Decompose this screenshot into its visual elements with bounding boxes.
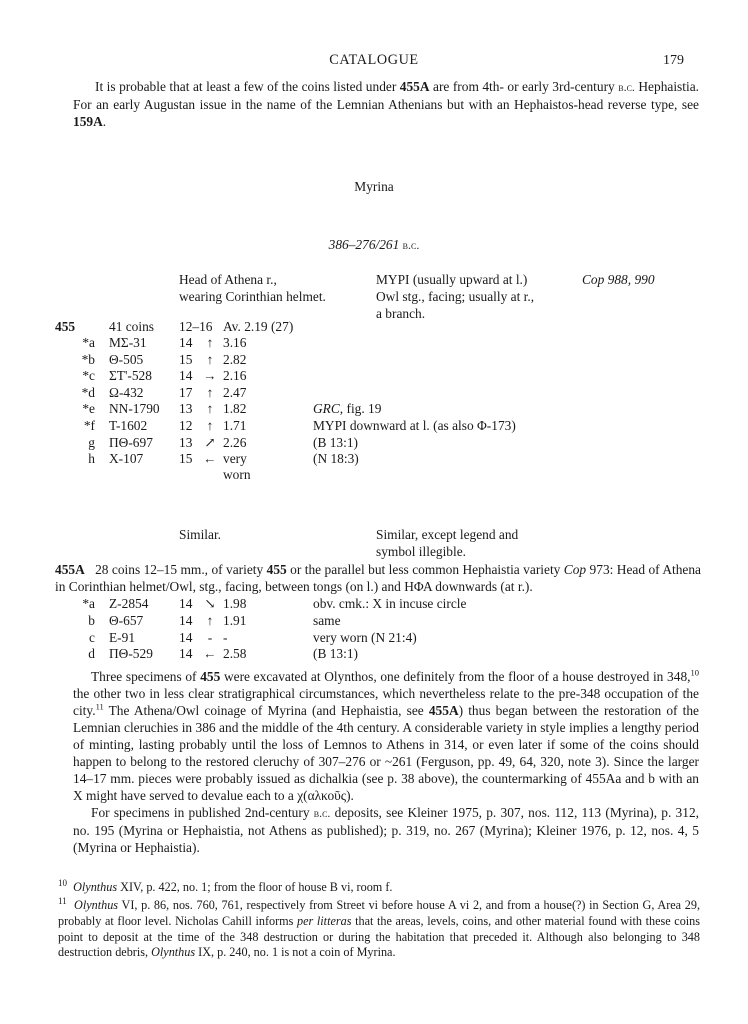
die-axis: → — [203, 368, 217, 384]
specimen-note: same — [313, 612, 341, 628]
summary-row-455 — [0, 318, 748, 335]
die-axis: ← — [203, 451, 217, 467]
inventory-number: Ω-432 — [109, 384, 144, 400]
inventory-number: Ε-91 — [109, 629, 136, 645]
reverse-line-3: a branch. — [376, 306, 426, 321]
date-years: 386–276/261 — [328, 237, 403, 252]
date-range — [0, 236, 748, 254]
grc-abbrev: GRC — [313, 401, 340, 417]
specimen-row — [0, 351, 748, 368]
inventory-number: ΣΤ'-528 — [109, 368, 152, 384]
diameter: 14 — [179, 596, 193, 611]
specimen-row — [0, 334, 748, 351]
footnote-latin: per litteras — [297, 913, 352, 928]
specimen-row — [0, 367, 748, 384]
footnote-text: XIV, p. 422, no. 1; from the floor of house B vi, room f. — [117, 880, 393, 894]
diameter: 13 — [179, 401, 193, 417]
die-axis: ↑ — [206, 384, 214, 400]
footnote-marker[interactable]: 10 — [690, 667, 699, 678]
specimen-note: (B 13:1) — [313, 434, 359, 450]
page-number: 179 — [663, 53, 684, 68]
weight: - — [223, 629, 228, 645]
specimen-id: *d — [81, 384, 95, 400]
weight: 3.16 — [223, 335, 247, 350]
specimen-id: d — [88, 646, 95, 662]
inventory-number: ΠΘ-697 — [109, 434, 153, 450]
specimen-note: (B 13:1) — [313, 646, 359, 662]
specimen-id: *a — [82, 596, 95, 611]
body-text: deposits, see Kleiner 1975, p. 307, nos. 112, 113 (Myrina), p. 312, no. 195 (Myrina or Hephaistia, not Athens as published); p. 319, no. 267 (Myrina); Kleiner 1976, p. 12, nos. 4, 5 (Myrina or Hephaistia). — [73, 805, 699, 855]
body-text: the other two in less clear stratigraphical circumstances, which nevertheless relate to the pre-348 occupation of the city. — [73, 686, 699, 718]
specimen-id: *a — [82, 335, 95, 350]
weight: 2.47 — [223, 384, 247, 400]
footnote-title: Olynthus — [74, 898, 119, 912]
specimen-id: *e — [82, 401, 95, 417]
diameter: 14 — [179, 629, 193, 645]
coin-count: 41 coins — [109, 319, 155, 334]
weight: 2.82 — [223, 351, 247, 367]
specimen-note: ΜΥΡΙ downward at l. (as also Φ-173) — [313, 418, 516, 433]
diameter: 12 — [179, 418, 193, 433]
worn-continuation: worn — [223, 467, 251, 482]
diameter: 15 — [179, 451, 193, 467]
specimen-row — [0, 450, 748, 467]
cop-abbrev: Cop — [563, 562, 587, 577]
desc-text: 28 coins 12–15 mm., of variety — [95, 562, 267, 577]
reverse-similar-1: Similar, except legend and — [376, 527, 519, 542]
die-axis: ↗ — [204, 434, 216, 450]
reverse-line-1: ΜΥΡΙ (usually upward at l.) — [376, 272, 528, 287]
footnote-text: VI, p. 86, nos. 760, 761, respectively from Street vi before house A vi 2, and from a house(?) in Section G, Area 29, probably at floor level. Nicholas Cahill informs — [58, 898, 701, 928]
catalog-ref: 455A — [428, 703, 459, 718]
specimen-note: obv. cmk.: Χ in incuse circle — [313, 596, 467, 611]
reverse-line-2: Owl stg., facing; usually at r., — [376, 289, 535, 304]
diameter: 14 — [179, 646, 193, 662]
specimen-id: b — [88, 612, 95, 628]
weight: 1.91 — [223, 612, 247, 628]
specimen-id: *b — [81, 351, 95, 367]
diameter: 15 — [179, 351, 193, 367]
body-text: For specimens in published 2nd-century — [91, 805, 314, 820]
weight: very — [223, 451, 247, 467]
era-abbrev: b.c. — [618, 80, 635, 94]
die-axis: ↘ — [204, 596, 216, 611]
footnote-marker[interactable]: 11 — [95, 701, 104, 712]
date-era: b.c. — [402, 238, 420, 252]
weight: 1.71 — [223, 418, 247, 433]
obverse-line-2: wearing Corinthian helmet. — [179, 289, 326, 304]
inventory-number: ΠΘ-529 — [109, 646, 153, 662]
inventory-number: Τ-1602 — [109, 418, 148, 433]
inventory-number: Θ-505 — [109, 351, 144, 367]
body-text: ) thus began between the restoration of the Lemnian cleruchies in 386 and the middle of the 4th century. A considerable variety in style implies a lengthy period of minting, lasting probably until the loss of Lemnos to Athens in 314, or even later if some of the coins should happen to belong to the restored cleruchy of 307–276 or ~261 (Ferguson, pp. 49, 64, 320, note 3). Since the larger 14–17 mm. pieces were probably issued as dichalkia (see p. 38 above), the countermarking of 455Aa and b with an Χ might have served to devalue each to a χ(αλκοῦς). — [73, 703, 699, 803]
size-range: 12–16 — [179, 319, 213, 334]
diameter: 14 — [179, 335, 193, 350]
specimen-id: c — [89, 629, 95, 645]
diameter: 17 — [179, 384, 193, 400]
die-axis: ↑ — [206, 335, 214, 350]
inventory-number: Χ-107 — [109, 451, 144, 467]
body-text: The Athena/Owl coinage of Myrina (and Hephaistia, see — [103, 703, 429, 718]
die-axis: ↑ — [206, 418, 214, 433]
intro-text: are from 4th- or early 3rd-century — [429, 79, 619, 94]
reverse-similar-2: symbol illegible. — [376, 544, 467, 559]
catalog-ref: 455A — [399, 79, 430, 94]
specimen-row — [0, 629, 748, 646]
desc-text: 973: Head of Athena in Corinthian helmet/Owl, stg., facing, between tongs (on l.) and ΗΦΑ downwards (at r.). — [55, 562, 701, 594]
body-text: Three specimens of — [91, 669, 201, 684]
footnote-number: 10 — [58, 877, 67, 888]
die-axis: - — [207, 629, 213, 645]
specimen-id: *c — [82, 368, 95, 384]
inventory-number: ΜΣ-31 — [109, 335, 147, 350]
footnote-text: that the areas, levels, coins, and other material found with these coins point to deposit at the time of the 348 destruction or during the habitation that preceded it. Although also belonging to 348 destruction debris, — [58, 913, 701, 960]
running-head: CATALOGUE — [329, 52, 419, 68]
footnote-text: IX, p. 240, no. 1 is not a coin of Myrina. — [195, 945, 396, 960]
specimen-row — [0, 417, 748, 434]
specimen-row — [0, 384, 748, 401]
specimen-note: very worn (N 21:4) — [313, 629, 417, 645]
weight: 2.26 — [223, 434, 247, 450]
intro-text: It is probable that at least a few of the coins listed under — [95, 79, 400, 94]
type-455A-description — [55, 561, 701, 595]
specimen-row — [0, 645, 748, 662]
obverse-similar: Similar. — [179, 527, 222, 542]
inventory-number: ΝΝ-1790 — [109, 401, 160, 417]
intro-text: . — [102, 114, 107, 129]
weight: 1.82 — [223, 401, 247, 417]
catalog-number: 455 — [55, 319, 76, 334]
footnote-11 — [58, 895, 701, 961]
footnote-10 — [58, 877, 700, 896]
specimen-row — [0, 434, 748, 451]
catalog-ref: 455 — [200, 669, 221, 684]
specimen-row — [0, 400, 748, 417]
catalog-ref: 455 — [266, 562, 287, 577]
catalog-ref: 159A — [73, 114, 103, 129]
die-axis: ↑ — [206, 351, 214, 367]
intro-paragraph — [73, 78, 699, 130]
die-axis: ↑ — [206, 401, 214, 417]
body-text: were excavated at Olynthos, one definitely from the floor of a house destroyed in 348, — [220, 669, 691, 684]
diameter: 13 — [179, 434, 193, 450]
discussion-paragraph-1 — [73, 668, 699, 804]
specimen-id: h — [88, 451, 95, 467]
section-title: Myrina — [354, 179, 394, 194]
diameter: 14 — [179, 368, 193, 384]
footnote-number: 11 — [58, 895, 67, 906]
specimen-note: GRC, fig. 19 — [313, 401, 382, 417]
discussion-paragraph-2 — [73, 804, 699, 856]
die-axis: ↑ — [206, 612, 214, 628]
specimen-row — [0, 612, 748, 629]
inventory-number: Ζ-2854 — [109, 596, 149, 611]
weight: 1.98 — [223, 596, 247, 611]
intro-text: Hephaistia. For an early Augustan issue in the name of the Lemnian Athenians but with an Hephaistos-head reverse type, see — [73, 79, 699, 112]
footnote-title: Olynthus — [73, 880, 118, 894]
weight: 2.58 — [223, 646, 247, 662]
weight: 2.16 — [223, 368, 247, 384]
footnote-title: Olynthus — [151, 945, 196, 960]
diameter: 14 — [179, 612, 193, 628]
average-weight: Av. 2.19 (27) — [223, 319, 294, 334]
die-axis: ← — [203, 646, 217, 662]
cop-reference: Cop 988, 990 — [582, 272, 655, 287]
specimen-row — [0, 595, 748, 612]
desc-text: or the parallel but less common Hephaistia variety — [286, 562, 564, 577]
era-abbrev: b.c. — [313, 806, 331, 820]
catalog-number: 455A — [55, 562, 85, 577]
specimen-id: *f — [83, 418, 95, 433]
inventory-number: Θ-657 — [109, 612, 144, 628]
obverse-line-1: Head of Athena r., — [179, 272, 277, 287]
specimen-id: g — [88, 434, 95, 450]
specimen-note: (N 18:3) — [313, 451, 359, 467]
